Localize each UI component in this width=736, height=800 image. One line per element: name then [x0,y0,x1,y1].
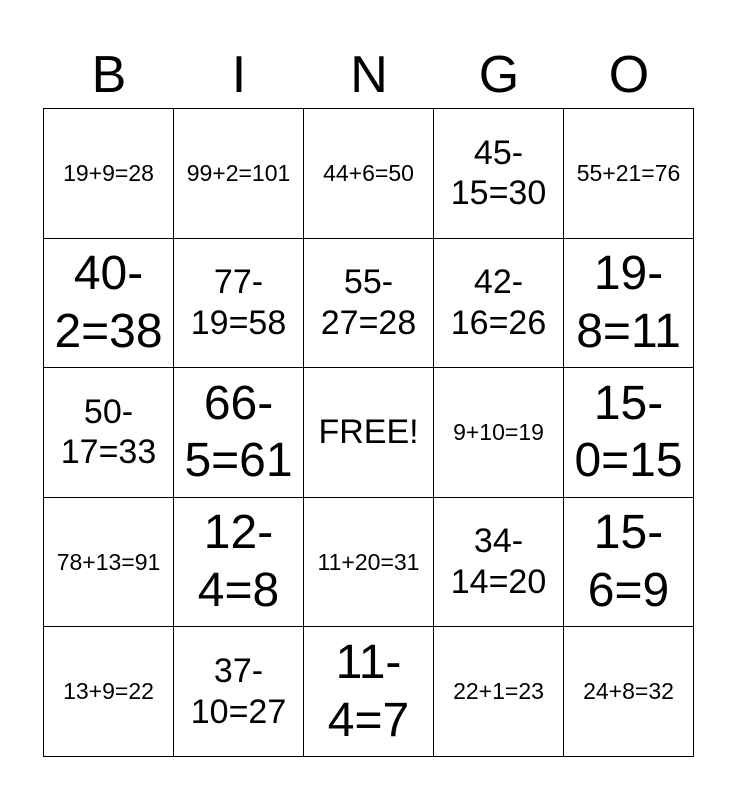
bingo-cell-r5-c4 [434,627,564,757]
header-letter-i: I [231,46,247,104]
cell-text: 78+13=91 [56,548,161,575]
bingo-cell-r1-c2 [174,109,304,239]
bingo-cell-r4-c2 [174,498,304,628]
cell-text: 77- 19=58 [190,263,287,342]
bingo-cell-r4-c1 [44,498,174,628]
bingo-cell-r3-c4 [434,368,564,498]
bingo-cell-r1-c5 [564,109,694,239]
cell-text: 11+20=31 [317,548,420,575]
cell-text: 40- 2=38 [54,247,163,358]
bingo-cell-r5-c5 [564,627,694,757]
bingo-cell-r4-c4 [434,498,564,628]
bingo-grid [43,108,694,757]
free-space: FREE! [318,412,419,451]
cell-text: 50- 17=33 [60,392,157,472]
bingo-cell-r1-c1 [44,109,174,239]
cell-text: 19+9=28 [63,160,154,187]
bingo-cell-r1-c3 [304,109,434,239]
header-letter-g: G [478,46,520,104]
header-letter-b: B [91,46,127,104]
cell-text: 99+2=101 [186,160,291,187]
bingo-cell-r3-c5 [564,368,694,498]
bingo-cell-r1-c4 [434,109,564,239]
cell-text: 15- 6=9 [587,506,670,618]
bingo-cell-r2-c5 [564,239,694,369]
bingo-cell-r2-c4 [434,239,564,369]
bingo-header [44,42,694,108]
cell-text: 42- 16=26 [450,263,547,342]
cell-text: 22+1=23 [453,678,544,705]
bingo-cell-r5-c3 [304,627,434,757]
bingo-cell-r4-c3 [304,498,434,628]
cell-text: 13+9=22 [63,678,154,705]
bingo-cell-r4-c5 [564,498,694,628]
cell-text: 24+8=32 [583,678,674,705]
cell-text: 66- 5=61 [184,376,293,488]
cell-text: 55- 27=28 [320,263,417,342]
cell-text: 9+10=19 [453,419,544,446]
bingo-cell-r5-c1 [44,627,174,757]
bingo-cell-r2-c1 [44,239,174,369]
cell-text: 44+6=50 [323,160,414,187]
cell-text: 19- 8=11 [576,247,681,358]
header-letter-o: O [608,46,650,104]
header-letter-n: N [350,46,388,104]
cell-text: 11- 4=7 [327,636,410,747]
cell-text: 55+21=76 [576,160,681,187]
cell-text: 45- 15=30 [450,133,547,213]
bingo-cell-r2-c3 [304,239,434,369]
bingo-cell-r3-c3 [304,368,434,498]
cell-text: 37- 10=27 [190,651,287,731]
cell-text: 15- 0=15 [574,376,683,488]
cell-text: 12- 4=8 [197,506,280,618]
bingo-cell-r3-c1 [44,368,174,498]
bingo-cell-r5-c2 [174,627,304,757]
bingo-cell-r2-c2 [174,239,304,369]
bingo-cell-r3-c2 [174,368,304,498]
cell-text: 34- 14=20 [450,522,547,602]
